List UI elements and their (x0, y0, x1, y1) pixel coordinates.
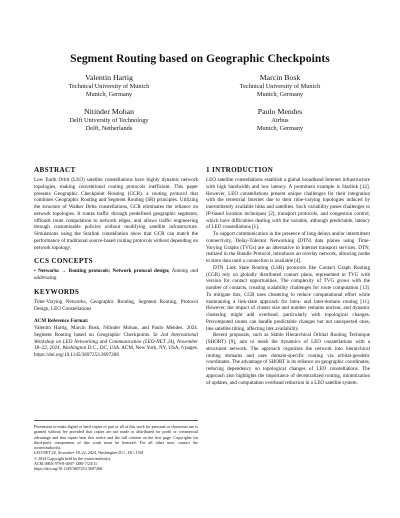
permission-text: Permission to make digital or hard copies of part or all of this work for personal or classroom use is granted without fee provided that copies are not made or distributed for profit or commercial advantage and that copies bear this notice and the full citation on the first page. Copyrights for third-party components of this work must be honored. For all other uses, contact the owner/author(s). (34, 424, 198, 450)
ccs-text (34, 268, 198, 282)
keywords-section (34, 288, 198, 313)
footnote-doi: https://doi.org/10.1145/3697253.3697268 (34, 466, 103, 471)
abstract-heading: ABSTRACT (34, 166, 76, 174)
keywords-heading: KEYWORDS (34, 287, 80, 296)
author-affiliation: Airbus (271, 116, 289, 124)
acm-reference-doi: ACM, New York, NY, USA, 6 pages. https://doi.org/10.1145/3697253.3697268 (34, 345, 198, 358)
author-location: Munich, Germany (85, 91, 133, 98)
ccs-concepts: • Networks → Routing protocols; Network protocol design; (34, 268, 170, 275)
ccs-concepts-extra: Naming and addressing. (34, 268, 199, 281)
author-location: Delft, Netherlands (85, 125, 133, 132)
right-column (206, 166, 370, 386)
acm-reference-authors: Valentin Hartig, Marcin Bosk, Nitinder Mohan, and Paulo Mendes. 2024. Segment Routing based on Geographic Checkpoints. In (34, 325, 198, 338)
acm-reference-text (34, 325, 198, 359)
author-block (195, 108, 365, 134)
left-column (34, 166, 198, 365)
footnote-venue: LEO-NET 24, November 18–22, 2024, Washington D.C., DC, USA (34, 450, 144, 456)
author-name: Nitinder Mohan (83, 107, 135, 116)
acm-reference-heading: ACM Reference Format: (34, 318, 89, 325)
author-block (195, 74, 365, 100)
author-name: Marcin Bosk (259, 73, 301, 82)
author-name: Paulo Mendes (257, 107, 303, 116)
keywords-text: Time-Varying Networks, Geographic Routing, Segment Routing, Protocol Design, LEO Constellations (34, 298, 198, 312)
abstract-section (34, 166, 198, 251)
permission-footnote (34, 420, 198, 471)
author-name: Valentin Hartig (85, 73, 133, 82)
ccs-section (34, 257, 198, 282)
author-affiliation: Delft University of Technology (69, 116, 149, 124)
ccs-heading: CCS CONCEPTS (34, 257, 93, 266)
author-location: Munich, Germany (256, 91, 304, 98)
introduction-heading: 1 INTRODUCTION (206, 166, 274, 174)
author-affiliation: Technical University of Munich (68, 82, 150, 90)
intro-paragraph: To support communication in the presence of long delays and/or intermittent connectivity, Delay-Tolerant Networking (DTN) data planes using Time-Varying Graphs (TVGs) are an alternative to Internet transport services. DTN, realized in the Bundle Protocol, introduces an overlay network, allowing nodes to store data until a connection is available [4]. (206, 231, 370, 264)
author-block (24, 74, 194, 100)
intro-paragraph: DTN Link State Routing (LSR) protocols like Contact Graph Routing (CGR) rely on globally distributed contact plans, represented in TVG with version for contact opportunities. The complexity of TVG grows with the number of contacts, creating scalability challenges for route computation [13]. To mitigate this, CGR uses clustering to reduce computational effort while maintaining a link-state approach for intra- and inter-domain routing [11]. However, the impact of cluster size and number remains unclear, and dynamic clustering might add overhead, particularly with topological changes. Precomputed routes can handle predictable changes but not unexpected ones, like satellite tilting, affecting link availability. (206, 264, 370, 332)
paper-title: Segment Routing based on Geographic Checkpoints (70, 52, 330, 65)
intro-paragraph: LEO satellite constellations establish a global broadband Internet infrastructure with high bandwidth and low latency. A prominent example is Starlink [12]. However, LEO constellations present unique challenges for their integration with the terrestrial Internet due to their time-varying topologies induced by intermittently available links and satellites. Such variability poses challenges to IP-based location techniques [2], transport protocols, and congestion control, which have difficulties dealing with the variable, although predictable, latency of LEO constellations [1]. (206, 177, 370, 231)
abstract-text: Low Earth Orbit (LEO) satellite constellations have highly dynamic network topologies, making conventional routing protocols inefficient. This paper presents Geographic Checkpoint Routing (GCR), a routing protocol that combines Geographic Routing and Segment Routing (SR) principles. Utilizing the structure of Walker Delta constellations, GCR eliminates the reliance on network topologies. It routes traffic through predefined geographic segments, offloads route computation to network edges, and allows traffic engineering through customizable policies without modifying satellite infrastructure. Simulations using the Starlink constellation show that GCR can match the performance of traditional source-based routing protocols without depending on network topology. (34, 177, 198, 251)
author-location: Munich, Germany (256, 125, 304, 132)
footnote-copyright: © 2024 Copyright held by the owner/author(s). (34, 455, 112, 461)
footnote-isbn: ACM ISBN 979-8-4007-1280-7/24/11. (34, 460, 99, 466)
acm-reference-venue: 2nd International Workshop on LEO Networking and Communication (LEO-NET 24), November 18–22, 2024, Washington D.C., DC, USA. (34, 331, 198, 352)
acm-reference (34, 318, 198, 359)
author-affiliation: Technical University of Munich (239, 82, 321, 90)
author-block (24, 108, 194, 134)
intro-paragraph: Recent proposals, such as Stable Hierarchical Orbital Routing Technique (SHORT) [9], aim to mesh the dynamics of LEO constellations with a structured network. The approach organizes the network into hierarchical routing domains and uses domain-specific routing via orbital-geodetic coordinates. The advantage of SHORT is its reliance on geographic coordinates, reducing dependency on topological changes of LEO constellations. The approach also highlights the importance of decentralized routing, minimization of updates, and computation overhead reduction in a LEO satellite system. (206, 332, 370, 386)
